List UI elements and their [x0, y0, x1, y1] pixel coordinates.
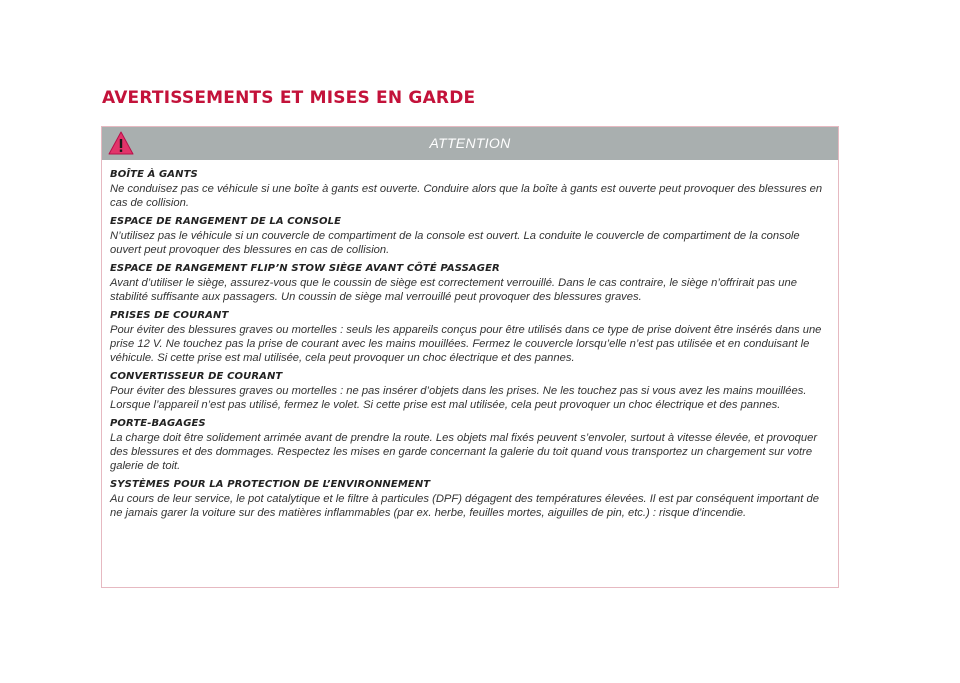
section-text: Au cours de leur service, le pot catalytique et le filtre à particules (DPF) dégagent des températures élevées. Il est par conséquent important de ne jamais garer la voiture sur des matières inflammables (par ex. herbe, feuilles mortes, aiguilles de pin, etc.) : risque d’incendie. [110, 493, 819, 519]
section-heading: PORTE-BAGAGES [110, 418, 206, 429]
section-heading: CONVERTISSEUR DE COURANT [110, 371, 283, 382]
warning-box [101, 126, 839, 588]
warning-body [102, 160, 838, 520]
section-text: Pour éviter des blessures graves ou mortelles : seuls les appareils conçus pour être utilisés dans ce type de prise doivent être insérés dans une prise 12 V. Ne touchez pas la prise de courant avec les mains mouillées. Fermez le couvercle lorsqu’elle n’est pas utilisée et en conduisant le véhicule. Si cette prise est mal utilisée, cela peut provoquer un choc électrique et des pannes. [110, 324, 822, 364]
warning-label: ATTENTION [429, 135, 511, 151]
section-heading: SYSTÈMES POUR LA PROTECTION DE L’ENVIRONNEMENT [110, 479, 431, 490]
section-text: La charge doit être solidement arrimée avant de prendre la route. Les objets mal fixés peuvent s’envoler, surtout à vitesse élevée, et provoquer des blessures et des dommages. Respectez les mises en garde concernant la galerie du toit quand vous transportez un chargement sur votre galerie de toit. [110, 432, 818, 472]
section-heading: ESPACE DE RANGEMENT DE LA CONSOLE [110, 216, 342, 227]
warning-header [102, 127, 838, 160]
section-heading: BOÎTE À GANTS [110, 169, 198, 180]
section-text: Pour éviter des blessures graves ou mortelles : ne pas insérer d’objets dans les prises. Ne les touchez pas si vous avez les mains mouillées. Lorsque l’appareil n’est pas utilisé, fermez le volet. Si cette prise est mal utilisée, cela peut provoquer un choc électrique et des pannes. [110, 385, 807, 411]
section-text: Avant d’utiliser le siège, assurez-vous que le coussin de siège est correctement verrouillé. Dans le cas contraire, le siège n’offrirait pas une stabilité suffisante aux passagers. Un coussin de siège mal verrouillé peut provoquer des blessures graves. [110, 277, 797, 303]
section-heading: ESPACE DE RANGEMENT FLIP’N STOW SIÈGE AVANT CÔTÉ PASSAGER [110, 263, 500, 274]
section-text: Ne conduisez pas ce véhicule si une boîte à gants est ouverte. Conduire alors que la boîte à gants est ouverte peut provoquer des blessures en cas de collision. [110, 183, 823, 209]
page-title: AVERTISSEMENTS ET MISES EN GARDE [102, 88, 476, 108]
section-heading: PRISES DE COURANT [110, 310, 229, 321]
section-text: N’utilisez pas le véhicule si un couvercle de compartiment de la console est ouvert. La conduite le couvercle de compartiment de la console ouvert peut provoquer des blessures en cas de collision. [110, 230, 800, 256]
